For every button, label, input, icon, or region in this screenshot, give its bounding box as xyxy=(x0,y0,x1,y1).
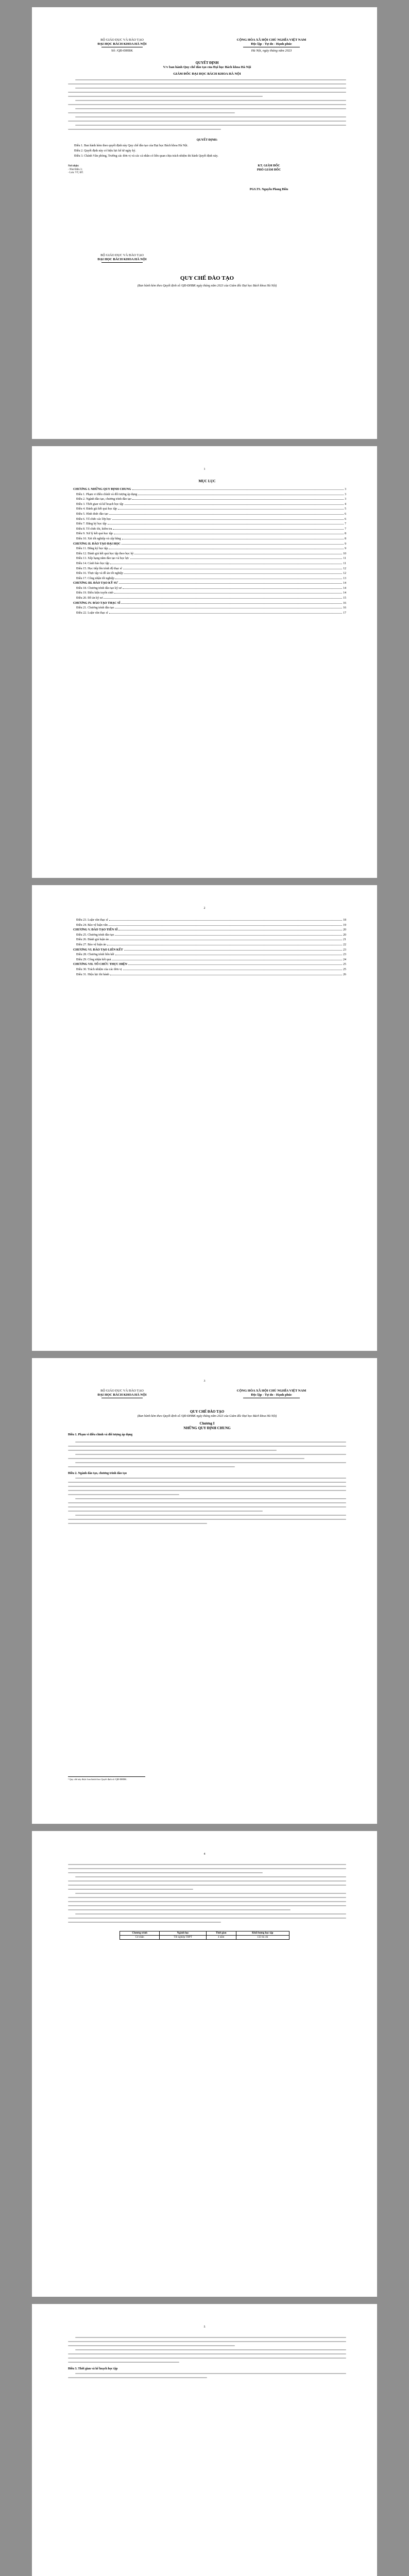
republic-name: CỘNG HÒA XÃ HỘI CHỦ NGHĨA VIỆT NAM xyxy=(236,38,306,42)
toc-leader-dots xyxy=(124,950,342,951)
toc-entry-label: Điều 19. Điều kiện tuyển sinh xyxy=(76,591,113,595)
decision-subtitle: V/v ban hành Quy chế đào tạo của Đại học Bách khoa Hà Nội xyxy=(163,65,251,69)
article-1: Điều 1. Ban hành kèm theo quyết định này Quy chế đào tạo của Đại học Bách khoa Hà Nội. xyxy=(74,144,189,147)
toc-entry-page: 12 xyxy=(343,572,346,575)
toc-entry[interactable] xyxy=(73,537,346,542)
toc-entry[interactable] xyxy=(73,928,346,933)
toc-entry-page: 13 xyxy=(343,577,346,580)
toc-entry-page: 8 xyxy=(345,532,346,536)
page-chapter-1 xyxy=(32,1358,377,1824)
toc-entry-label: Điều 17. Công nhận tốt nghiệp xyxy=(76,577,114,580)
toc-entry-page: 3 xyxy=(345,488,346,491)
toc-leader-dots xyxy=(115,935,342,936)
toc-leader-dots xyxy=(132,499,344,500)
toc-entry-label: Điều 27. Bảo vệ luận án xyxy=(76,943,106,946)
toc-entry[interactable] xyxy=(73,591,346,596)
toc-entry[interactable] xyxy=(73,502,346,507)
toc-entry-label: Điều 6. Tổ chức các lớp học xyxy=(76,517,111,521)
recipient-1: - Như Điều 3; xyxy=(68,168,82,171)
page-4 xyxy=(32,1831,377,2297)
toc-entry-label: CHƯƠNG VII. TỔ CHỨC THỰC HIỆN xyxy=(73,963,128,967)
toc-entry-page: 7 xyxy=(345,522,346,526)
toc-entry[interactable] xyxy=(73,606,346,611)
page-number: 4 xyxy=(203,1853,206,1856)
toc-entry[interactable] xyxy=(73,601,346,606)
toc-entry[interactable] xyxy=(73,968,346,973)
toc-entry[interactable] xyxy=(73,577,346,582)
toc-entry-label: Điều 21. Chương trình đào tạo xyxy=(76,606,114,610)
ministry-name-3: BỘ GIÁO DỤC VÀ ĐÀO TẠO xyxy=(100,1389,144,1393)
toc-entry-page: 3 xyxy=(345,498,346,501)
toc-entry[interactable] xyxy=(73,953,346,958)
toc-entry-label: Điều 20. Đồ án kỹ sư xyxy=(76,597,103,600)
toc-entry-page: 23 xyxy=(343,953,346,957)
toc-entry-label: CHƯƠNG V. ĐÀO TẠO TIẾN SĨ xyxy=(73,928,118,932)
toc-entry[interactable] xyxy=(73,596,346,601)
toc-entry-page: 4 xyxy=(345,502,346,506)
toc-leader-dots xyxy=(123,588,342,589)
regulation-title-2: QUY CHẾ ĐÀO TẠO xyxy=(190,1410,225,1414)
toc-entry[interactable] xyxy=(73,512,346,517)
toc-leader-dots xyxy=(125,504,344,505)
toc-entry-page: 18 xyxy=(343,919,346,922)
toc-entry[interactable] xyxy=(73,962,346,968)
toc-entry-label: Điều 3. Thời gian và kế hoạch học tập xyxy=(76,502,124,506)
toc-entry[interactable] xyxy=(73,507,346,512)
toc-entry[interactable] xyxy=(73,487,346,493)
toc-entry-page: 16 xyxy=(343,601,346,605)
toc-leader-dots xyxy=(114,593,342,594)
article-3: Điều 3. Chánh Văn phòng, Trưởng các đơn vị và các cá nhân có liên quan chịu trách nhiệm thi hành Quyết định này. xyxy=(74,155,218,158)
table-row xyxy=(120,1936,289,1940)
toc-entry-label: Điều 18. Chương trình đào tạo kỹ sư xyxy=(76,586,122,590)
table-header: Ngành học xyxy=(160,1931,207,1936)
toc-entry[interactable] xyxy=(73,497,346,502)
toc-entry-label: Điều 24. Bảo vệ luận văn xyxy=(76,923,108,927)
toc-entry-label: Điều 12. Đánh giá kết quả học tập theo học kỳ xyxy=(76,552,134,555)
toc-entry[interactable] xyxy=(73,552,346,557)
toc-entry-label: Điều 22. Luận văn thạc sĩ xyxy=(76,611,108,615)
toc-entry-page: 22 xyxy=(343,943,346,946)
signer-name: PGS.TS. Nguyễn Phong Điền xyxy=(249,188,288,191)
toc-leader-dots xyxy=(130,558,343,559)
toc-entry[interactable] xyxy=(73,556,346,562)
toc-entry-page: 26 xyxy=(343,973,346,976)
article-2: Điều 2. Quyết định này có hiệu lực kể từ ngày ký. xyxy=(74,149,136,152)
toc-entry-label: Điều 26. Đánh giá luận án xyxy=(76,938,109,942)
sign-role-2: PHÓ GIÁM ĐỐC xyxy=(257,168,281,172)
toc-entry-page: 5 xyxy=(345,507,346,511)
table-cell: 132 tín chỉ xyxy=(236,1936,289,1940)
table-header: Chương trình xyxy=(120,1931,160,1936)
toc-entry-page: 10 xyxy=(343,552,346,555)
toc-entry[interactable] xyxy=(73,547,346,552)
toc-entry-label: Điều 2. Ngành đào tạo, chương trình đào tạo xyxy=(76,498,132,501)
toc-entry-page: 6 xyxy=(345,517,346,521)
toc-leader-dots xyxy=(104,598,342,599)
toc-entry-label: Điều 23. Luận văn thạc sĩ xyxy=(76,919,108,922)
article-1-heading: Điều 1. Phạm vi điều chỉnh và đối tượng áp dụng xyxy=(68,1433,133,1436)
toc-entry[interactable] xyxy=(73,918,346,923)
article-2-heading: Điều 2. Ngành đào tạo, chương trình đào tạo xyxy=(68,1472,127,1475)
table-cell: Cử nhân xyxy=(120,1936,160,1940)
page-number: 5 xyxy=(203,2326,206,2329)
recipients-label: Nơi nhận: xyxy=(68,165,79,167)
document-header xyxy=(32,38,377,56)
toc-entry[interactable] xyxy=(73,527,346,532)
toc-entry-label: Điều 11. Đăng ký học tập xyxy=(76,547,108,551)
toc-entry-page: 25 xyxy=(343,968,346,971)
toc-entry-label: Điều 28. Chương trình liên kết xyxy=(76,953,114,957)
page-decision xyxy=(32,7,377,439)
toc-entry[interactable] xyxy=(73,562,346,567)
toc-entry[interactable] xyxy=(73,958,346,963)
toc-entry-page: 3 xyxy=(345,493,346,496)
toc-leader-dots xyxy=(118,509,344,510)
table-cell: Tốt nghiệp THPT xyxy=(160,1936,207,1940)
regulation-note: (Ban hành kèm theo Quyết định số /QĐ-ĐHBK ngày tháng năm 2023 của Giám đốc Đại học Bách khoa Hà Nội) xyxy=(137,284,277,287)
toc-entry[interactable] xyxy=(73,493,346,498)
toc-entry-page: 19 xyxy=(343,923,346,927)
toc-entry-page: 14 xyxy=(343,591,346,595)
toc-entry[interactable] xyxy=(73,581,346,586)
university-name: ĐẠI HỌC BÁCH KHOA HÀ NỘI xyxy=(97,42,147,46)
ministry-name: BỘ GIÁO DỤC VÀ ĐÀO TẠO xyxy=(100,38,144,42)
toc-entry-page: 12 xyxy=(343,567,346,570)
toc-list xyxy=(73,487,346,616)
toc-entry-label: Điều 13. Xếp hạng năm đào tạo và học lực xyxy=(76,557,129,561)
recipient-2: - Lưu: VT, ĐT. xyxy=(68,172,84,174)
toc-entry-label: Điều 9. Xử lý kết quả học tập xyxy=(76,532,113,536)
decision-title: QUYẾT ĐỊNH xyxy=(195,61,219,65)
toc-entry[interactable] xyxy=(73,542,346,547)
toc-entry[interactable] xyxy=(73,611,346,616)
toc-entry-label: Điều 16. Thực tập và đồ án tốt nghiệp xyxy=(76,572,123,575)
toc-leader-dots xyxy=(122,544,344,545)
toc-leader-dots xyxy=(124,573,342,574)
ministry-name-2: BỘ GIÁO DỤC VÀ ĐÀO TẠO xyxy=(100,253,144,257)
toc-entry-page: 6 xyxy=(345,512,346,516)
decision-authority: GIÁM ĐỐC ĐẠI HỌC BÁCH KHOA HÀ NỘI xyxy=(173,72,241,76)
university-name-2: ĐẠI HỌC BÁCH KHOA HÀ NỘI xyxy=(97,258,147,261)
page-number: 3 xyxy=(203,1380,206,1383)
university-name-3: ĐẠI HỌC BÁCH KHOA HÀ NỘI xyxy=(97,1393,147,1397)
toc-leader-dots xyxy=(109,920,342,921)
toc-leader-dots xyxy=(112,519,344,520)
toc-entry-page: 9 xyxy=(345,547,346,551)
toc-entry-label: Điều 30. Trách nhiệm của các đơn vị xyxy=(76,968,122,971)
toc-entry-label: Điều 5. Hình thức đào tạo xyxy=(76,512,109,516)
chapter-name: NHỮNG QUY ĐỊNH CHUNG xyxy=(183,1426,231,1430)
toc-entry-page: 24 xyxy=(343,958,346,961)
national-motto-3: Độc lập - Tự do - Hạnh phúc xyxy=(251,1393,292,1397)
toc-entry[interactable] xyxy=(73,571,346,577)
page-toc-continued xyxy=(32,885,377,1351)
toc-entry[interactable] xyxy=(73,973,346,978)
toc-entry-label: CHƯƠNG II. ĐÀO TẠO ĐẠI HỌC xyxy=(73,542,121,546)
toc-entry[interactable] xyxy=(73,586,346,591)
toc-entry-label: Điều 31. Hiệu lực thi hành xyxy=(76,973,109,976)
toc-entry[interactable] xyxy=(73,948,346,953)
toc-entry-page: 7 xyxy=(345,527,346,531)
toc-entry-page: 8 xyxy=(345,537,346,540)
toc-entry-page: 14 xyxy=(343,582,346,585)
toc-entry-page: 16 xyxy=(343,606,346,610)
place-date: Hà Nội, ngày tháng năm 2023 xyxy=(251,49,292,53)
page-toc xyxy=(32,446,377,878)
regulation-note-2: (Ban hành kèm theo Quyết định số /QĐ-ĐHBK ngày tháng năm 2023 của Giám đốc Đại học Bách khoa Hà Nội) xyxy=(137,1415,277,1418)
toc-entry-label: Điều 10. Xét tốt nghiệp và cấp bằng xyxy=(76,537,121,540)
toc-entry[interactable] xyxy=(73,933,346,938)
toc-entry[interactable] xyxy=(73,567,346,572)
toc-entry-page: 11 xyxy=(343,562,346,565)
toc-entry-page: 23 xyxy=(343,948,346,952)
chapter-title: Chương I xyxy=(199,1421,215,1426)
toc-entry[interactable] xyxy=(73,522,346,527)
toc-entry-label: Điều 8. Tổ chức thi, kiểm tra xyxy=(76,527,112,531)
toc-leader-dots xyxy=(113,529,344,530)
toc-list-2 xyxy=(73,918,346,977)
article-3-heading: Điều 3. Thời gian và kế hoạch học tập xyxy=(68,2367,118,2370)
toc-entry-label: Điều 4. Đánh giá kết quả học tập xyxy=(76,507,117,511)
toc-entry-page: 20 xyxy=(343,928,346,932)
page-number: 1 xyxy=(203,468,206,471)
toc-entry-label: CHƯƠNG III. ĐÀO TẠO KỸ SƯ xyxy=(73,582,118,585)
decision-number: Số: /QĐ-ĐHBK xyxy=(111,49,133,53)
toc-entry-label: Điều 14. Cảnh báo học tập xyxy=(76,562,109,565)
toc-entry[interactable] xyxy=(73,532,346,537)
toc-entry-page: 14 xyxy=(343,586,346,590)
toc-entry-label: Điều 29. Công nhận kết quả xyxy=(76,958,111,961)
toc-leader-dots xyxy=(119,583,342,584)
toc-entry-page: 11 xyxy=(343,557,346,561)
regulation-title: QUY CHẾ ĐÀO TẠO xyxy=(180,275,234,281)
toc-entry[interactable] xyxy=(73,938,346,943)
toc-entry[interactable] xyxy=(73,923,346,928)
toc-entry-label: Điều 7. Đăng ký học tập xyxy=(76,522,107,526)
toc-leader-dots xyxy=(132,489,344,490)
program-table xyxy=(120,1931,289,1940)
toc-leader-dots xyxy=(109,514,344,515)
toc-leader-dots xyxy=(121,603,342,604)
toc-leader-dots xyxy=(109,613,342,614)
republic-name-3: CỘNG HÒA XÃ HỘI CHỦ NGHĨA VIỆT NAM xyxy=(236,1389,306,1393)
national-motto: Độc lập - Tự do - Hạnh phúc xyxy=(251,42,292,46)
toc-entry-page: 15 xyxy=(343,597,346,600)
toc-entry[interactable] xyxy=(73,943,346,948)
page-number: 2 xyxy=(203,907,206,910)
toc-entry-label: CHƯƠNG I. NHỮNG QUY ĐỊNH CHUNG xyxy=(73,488,131,491)
toc-leader-dots xyxy=(109,925,342,926)
toc-entry-page: 25 xyxy=(343,963,346,967)
toc-entry-label: CHƯƠNG IV. ĐÀO TẠO THẠC SĨ xyxy=(73,601,121,605)
toc-entry-label: Điều 1. Phạm vi điều chỉnh và đối tượng áp dụng xyxy=(76,493,138,496)
table-header: Khối lượng học tập xyxy=(236,1931,289,1936)
page-5 xyxy=(32,2304,377,2576)
toc-entry-page: 21 xyxy=(343,938,346,942)
toc-entry-page: 20 xyxy=(343,933,346,937)
table-cell: 4 năm xyxy=(206,1936,236,1940)
toc-leader-dots xyxy=(128,964,342,965)
footnote: ¹ Quy chế này được ban hành theo Quyết định số /QĐ-ĐHBK. xyxy=(68,1778,127,1781)
toc-title: MỤC LỤC xyxy=(198,479,216,483)
decision-preamble xyxy=(68,79,346,133)
toc-entry-label: Điều 25. Chương trình đào tạo xyxy=(76,933,114,937)
toc-entry-label: CHƯƠNG VI. ĐÀO TẠO LIÊN KẾT xyxy=(73,948,123,952)
toc-entry-page: 17 xyxy=(343,611,346,615)
table-header: Thời gian xyxy=(206,1931,236,1936)
decides-heading: QUYẾT ĐỊNH: xyxy=(196,139,218,142)
toc-entry-page: 9 xyxy=(345,542,346,546)
sign-role-1: KT. GIÁM ĐỐC xyxy=(258,164,280,167)
toc-entry-label: Điều 15. Học tiếp lên trình độ thạc sĩ xyxy=(76,567,122,570)
toc-entry[interactable] xyxy=(73,517,346,522)
